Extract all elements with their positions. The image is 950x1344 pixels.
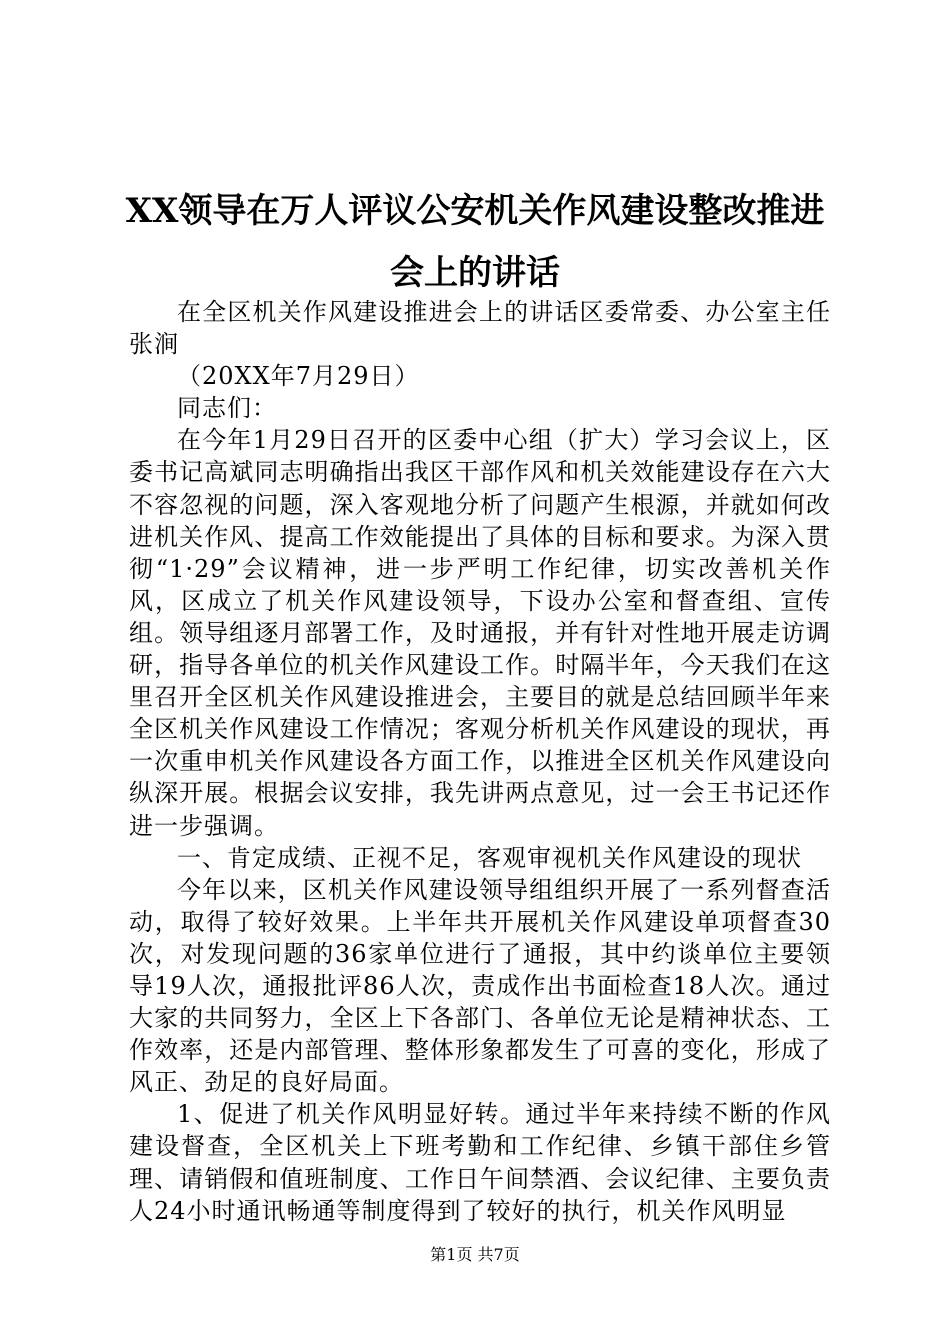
document-title: XX领导在万人评议公安机关作风建设整改推进会上的讲话 [125, 191, 825, 293]
document-body [129, 296, 831, 1227]
speech-subtitle: 在全区机关作风建设推进会上的讲话区委常委、办公室主任张涧 [129, 298, 831, 359]
body-paragraph: 在今年1月29日召开的区委中心组（扩大）学习会议上，区委书记高斌同志明确指出我区干部作风和机关效能建设存在六大不容忽视的问题，深入客观地分析了问题产生根源，并就如何改进机关作风、提高工作效能提出了具体的目标和要求。为深入贯彻“1·29”会议精神，进一步严明工作纪律，切实改善机关作风，区成立了机关作风建设领导，下设办公室和督查组、宣传组。领导组逐月部署工作，及时通报，并有针对性地开展走访调研，指导各单位的机关作风建设工作。时隔半年，今天我们在这里召开全区机关作风建设推进会，主要目的就是总结回顾半年来全区机关作风建设工作情况；客观分析机关作风建设的现状，再一次重申机关作风建设各方面工作，以推进全区机关作风建设向纵深开展。根据会议安排，我先讲两点意见，过一会王书记还作进一步强调。 [129, 426, 831, 840]
salutation: 同志们： [177, 394, 277, 423]
body-paragraph: 1、促进了机关作风明显好转。通过半年来持续不断的作风建设督查，全区机关上下班考勤和工作纪律、乡镇干部住乡管理、请销假和值班制度、工作日午间禁酒、会议纪律、主要负责人24小时通讯畅通等制度得到了较好的执行，机关作风明显 [129, 1100, 831, 1225]
body-paragraph: 今年以来，区机关作风建设领导组组织开展了一系列督查活动，取得了较好效果。上半年共开展机关作风建设单项督查30次，对发现问题的36家单位进行了通报，其中约谈单位主要领导19人次，通报批评86人次，责成作出书面检查18人次。通过大家的共同努力，全区上下各部门、各单位无论是精神状态、工作效率，还是内部管理、整体形象都发生了可喜的变化，形成了风正、劲足的良好局面。 [129, 875, 831, 1097]
section-heading: 一、肯定成绩、正视不足，客观审视机关作风建设的现状 [177, 843, 802, 872]
page-footer: 第1页 共7页 [430, 1245, 520, 1264]
speech-date: （20XX年7月29日） [177, 362, 420, 391]
